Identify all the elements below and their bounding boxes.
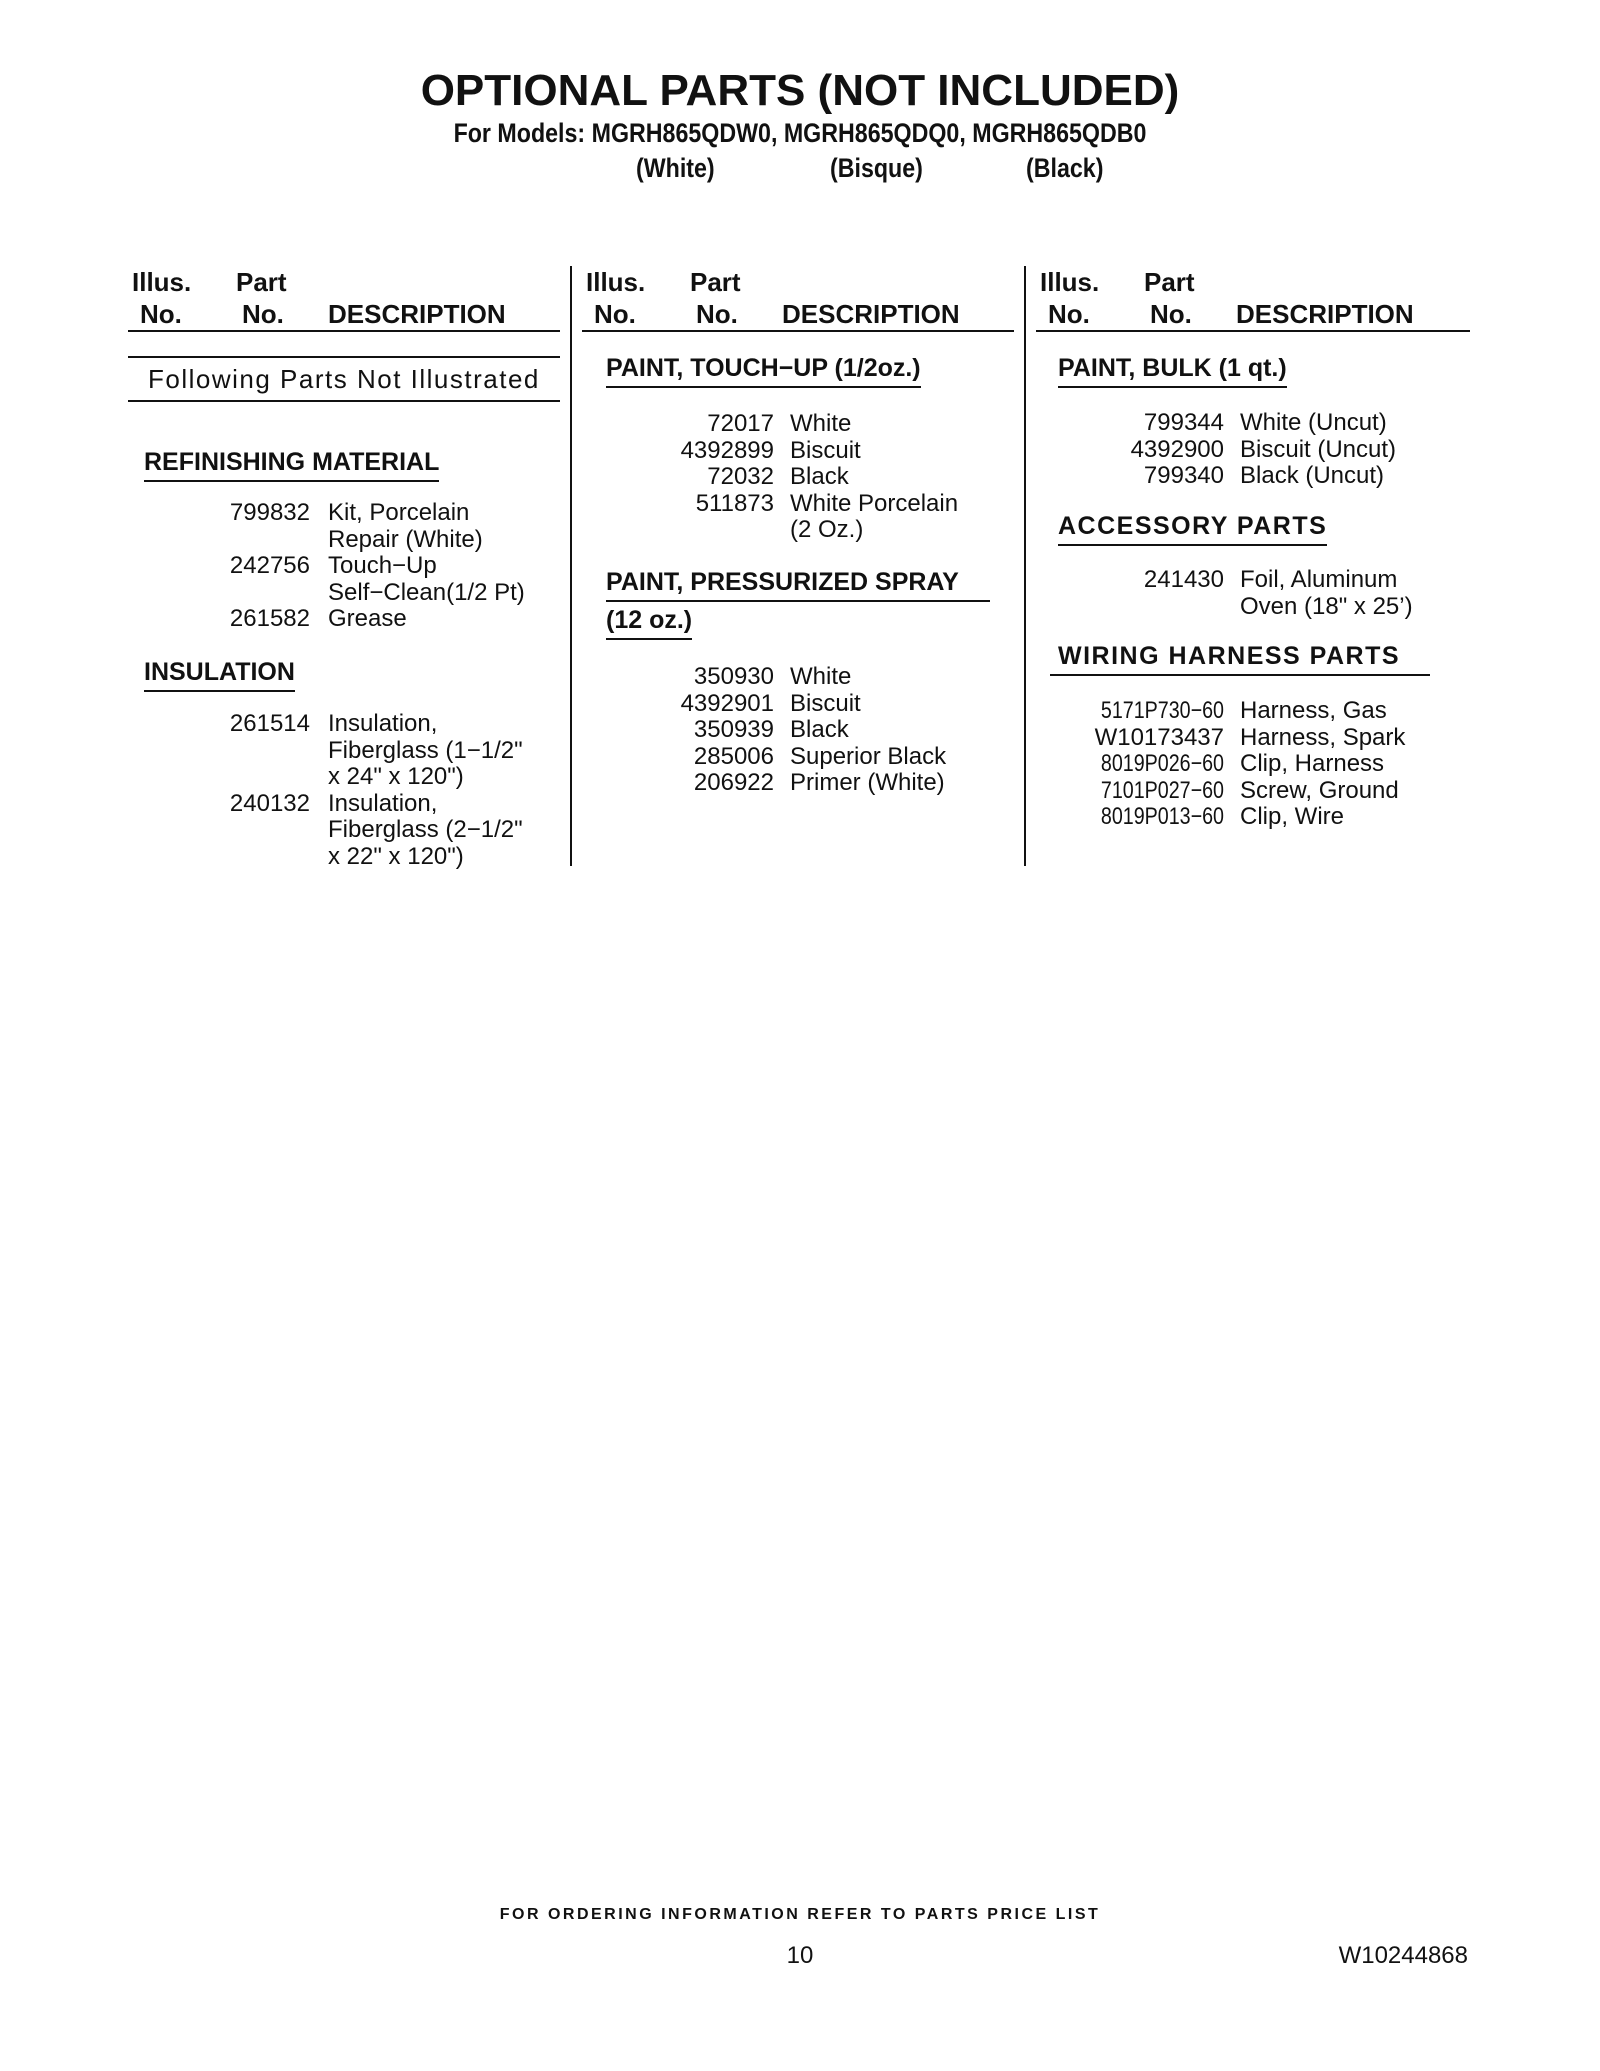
- illus-no-label: No.: [140, 299, 182, 329]
- part-description: White (Uncut): [1240, 409, 1387, 436]
- part-description: White: [790, 663, 852, 690]
- note-rule-bottom: [128, 400, 560, 402]
- description-label: DESCRIPTION: [328, 299, 506, 329]
- section-title: WIRING HARNESS PARTS: [1058, 642, 1401, 670]
- part-number: 242756: [229, 552, 310, 579]
- description-label: DESCRIPTION: [1236, 299, 1414, 329]
- part-description: Fiberglass (2−1/2": [328, 816, 523, 843]
- part-no-label: No.: [242, 299, 284, 329]
- page-title: OPTIONAL PARTS (NOT INCLUDED): [420, 66, 1180, 115]
- part-number: 241430: [1143, 566, 1224, 593]
- part-number: 799344: [1143, 409, 1224, 436]
- part-description: Black: [790, 716, 849, 743]
- section-title: INSULATION: [144, 658, 295, 692]
- section-title: PAINT, TOUCH−UP (1/2oz.): [606, 354, 921, 388]
- variant-white: (White): [636, 153, 715, 183]
- part-description: Primer (White): [790, 769, 945, 796]
- variant-black: (Black): [1026, 153, 1104, 183]
- part-label: Part: [1144, 267, 1195, 297]
- part-number: 4392899: [680, 436, 774, 464]
- part-label: Part: [236, 267, 287, 297]
- illus-label: Illus.: [1040, 267, 1100, 297]
- header-rule: [582, 330, 1014, 332]
- part-number: 8019P013−60: [1100, 803, 1224, 830]
- part-description: Screw, Ground: [1240, 776, 1399, 804]
- part-number: 72032: [707, 463, 774, 490]
- part-no-label: No.: [696, 299, 738, 329]
- description-label: DESCRIPTION: [782, 299, 960, 329]
- part-description: x 24" x 120"): [328, 763, 464, 790]
- part-no-label: No.: [1150, 299, 1192, 329]
- illus-label: Illus.: [132, 267, 192, 297]
- part-description: (2 Oz.): [790, 516, 864, 543]
- part-description: Harness, Gas: [1240, 697, 1387, 724]
- illus-no-label: No.: [594, 299, 636, 329]
- section-title: PAINT, BULK (1 qt.): [1058, 354, 1287, 388]
- part-description: Superior Black: [790, 742, 947, 770]
- part-number: 206922: [693, 769, 774, 796]
- part-number: 799340: [1143, 462, 1224, 489]
- part-number: 285006: [693, 742, 774, 770]
- part-description: Touch−Up: [328, 552, 437, 579]
- part-number: 7101P027−60: [1100, 776, 1224, 804]
- part-description: White Porcelain: [790, 489, 959, 517]
- part-description: Biscuit (Uncut): [1240, 435, 1397, 463]
- section-title: ACCESSORY PARTS: [1058, 512, 1327, 546]
- illus-no-label: No.: [1048, 299, 1090, 329]
- section-title-continued: (12 oz.): [606, 606, 692, 640]
- header-rule: [1036, 330, 1470, 332]
- part-description: Insulation,: [328, 710, 438, 737]
- part-description: Fiberglass (1−1/2": [328, 736, 523, 764]
- part-number: 350930: [693, 663, 774, 690]
- part-number: 5171P730−60: [1100, 697, 1224, 724]
- part-description: Biscuit: [790, 436, 861, 464]
- variant-bisque: (Bisque): [830, 153, 923, 183]
- part-description: Grease: [328, 605, 407, 632]
- part-number: 4392900: [1130, 435, 1224, 463]
- document-number: W10244868: [1338, 1942, 1468, 1969]
- part-number: 799832: [229, 499, 310, 526]
- part-label: Part: [690, 267, 741, 297]
- part-description: Foil, Aluminum: [1240, 566, 1398, 593]
- column-divider: [570, 266, 572, 866]
- part-number: 261582: [229, 605, 310, 632]
- column-divider: [1024, 266, 1026, 866]
- part-description: Repair (White): [328, 525, 483, 553]
- part-number: 350939: [693, 716, 774, 743]
- section-title: PAINT, PRESSURIZED SPRAY: [606, 568, 959, 596]
- part-number: 8019P026−60: [1100, 750, 1224, 777]
- note-rule-top: [128, 356, 560, 358]
- models-subtitle: For Models: MGRH865QDW0, MGRH865QDQ0, MGRH865QDB0: [453, 118, 1147, 148]
- part-description: Kit, Porcelain: [328, 499, 470, 526]
- part-number: 261514: [229, 710, 310, 737]
- page-number: 10: [786, 1942, 814, 1969]
- part-description: Black: [790, 463, 849, 490]
- part-description: Self−Clean(1/2 Pt): [328, 578, 525, 606]
- part-description: Black (Uncut): [1240, 462, 1385, 489]
- section-title: REFINISHING MATERIAL: [144, 448, 439, 482]
- ordering-info: FOR ORDERING INFORMATION REFER TO PARTS PRICE LIST: [499, 1906, 1101, 1923]
- part-description: Oven (18" x 25’): [1240, 592, 1413, 620]
- not-illustrated-note: Following Parts Not Illustrated: [148, 364, 540, 394]
- part-description: White: [790, 410, 852, 437]
- part-number: 72017: [707, 410, 774, 437]
- part-description: Clip, Harness: [1240, 750, 1385, 777]
- part-number: W10173437: [1094, 723, 1224, 751]
- part-description: Insulation,: [328, 789, 438, 817]
- part-number: 4392901: [680, 689, 774, 717]
- part-number: 240132: [229, 789, 310, 817]
- header-rule: [128, 330, 560, 332]
- part-description: Harness, Spark: [1240, 723, 1406, 751]
- part-description: x 22" x 120"): [328, 842, 464, 870]
- part-description: Clip, Wire: [1240, 803, 1345, 830]
- illus-label: Illus.: [586, 267, 646, 297]
- part-description: Biscuit: [790, 689, 861, 717]
- part-number: 511873: [695, 489, 774, 517]
